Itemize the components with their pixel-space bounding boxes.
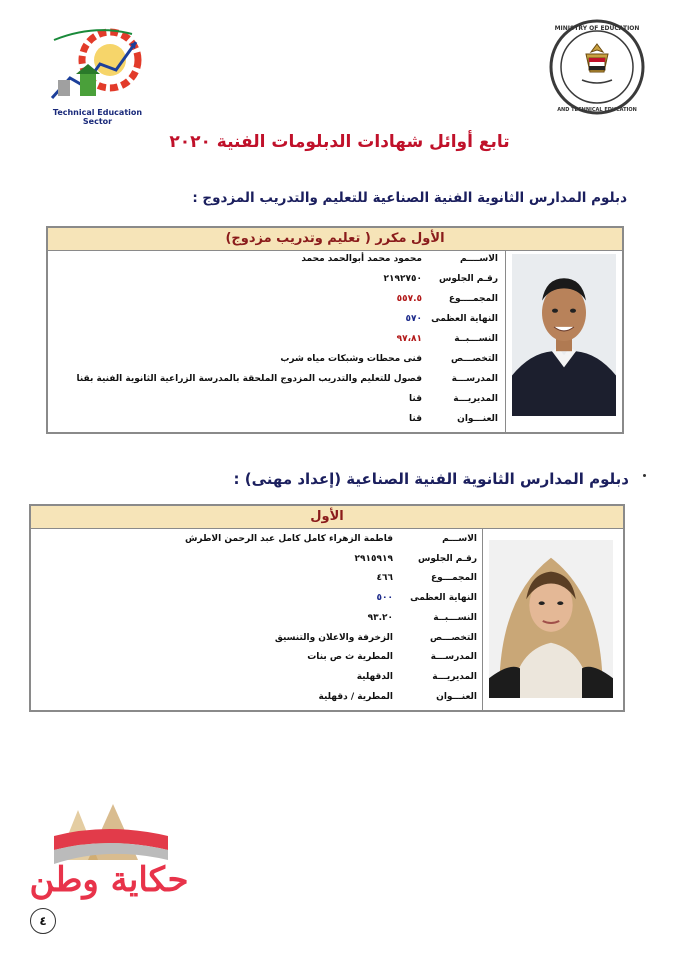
bullet-dot bbox=[643, 474, 646, 477]
watermark-text: حكاية وطن bbox=[29, 860, 189, 900]
field-value: قنا bbox=[409, 414, 422, 424]
field-label: النهاية العظمى bbox=[431, 314, 498, 324]
field-value: ٥٧٠ bbox=[405, 314, 422, 324]
field-value: ٢١٩٢٧٥٠ bbox=[383, 274, 422, 284]
field-value: المطرية / دقهلية bbox=[318, 691, 393, 702]
field-label: العنـــوان bbox=[457, 414, 498, 424]
rank-header-1: الأول مكرر ( تعليم وتدريب مزدوج) bbox=[48, 228, 622, 251]
svg-text:AND TECHNICAL EDUCATION: AND TECHNICAL EDUCATION bbox=[557, 107, 637, 113]
field-label: النهاية العظمى bbox=[410, 593, 477, 604]
technical-education-logo bbox=[40, 18, 155, 126]
field-value: قنا bbox=[409, 394, 422, 404]
svg-text:MINISTRY OF EDUCATION: MINISTRY OF EDUCATION bbox=[554, 25, 640, 32]
section1-title: دبلوم المدارس الثانوية الفنية الصناعية للتعليم والتدريب المزدوج : bbox=[192, 190, 627, 206]
technical-education-caption: Technical Education Sector bbox=[52, 108, 143, 126]
field-label: المديريـــة bbox=[432, 671, 477, 682]
field-value: المطرية ث ص بنات bbox=[307, 652, 393, 663]
field-value: فصول للتعليم والتدريب المزدوج الملحقة بالمدرسة الزراعية الثانوية الفنية بقنا bbox=[76, 374, 422, 384]
page-number: ٤ bbox=[30, 908, 56, 934]
field-label: التخصـــص bbox=[430, 632, 477, 643]
field-value: الزخرفة والاعلان والتنسيق bbox=[274, 632, 393, 643]
student-photo-2 bbox=[489, 540, 613, 698]
photo-cell-2 bbox=[482, 528, 623, 710]
field-value: فاطمة الزهراء كامل كامل عبد الرحمن الاطرش bbox=[184, 534, 393, 544]
field-value: ٢٩١٥٩١٩ bbox=[354, 553, 393, 564]
field-label: رقـم الجلوس bbox=[417, 553, 477, 564]
field-label: المجمــــوع bbox=[448, 294, 498, 304]
field-value: ٥٠٠ bbox=[376, 593, 393, 604]
page-title: تابع أوائل شهادات الدبلومات الفنية ٢٠٢٠ bbox=[169, 132, 510, 152]
field-label: المجمـــوع bbox=[430, 573, 477, 584]
field-label: الاســـم bbox=[442, 534, 477, 544]
section2-title: دبلوم المدارس الثانوية الفنية الصناعية (إعداد مهنى) : bbox=[233, 470, 629, 488]
field-value: الدقهلية bbox=[356, 671, 393, 682]
ministry-logo bbox=[548, 18, 646, 116]
photo-cell-1 bbox=[505, 250, 622, 432]
field-label: العنـــوان bbox=[436, 691, 477, 702]
student-card-2 bbox=[29, 504, 625, 712]
student-photo-1 bbox=[512, 254, 616, 416]
field-value: ٩٣.٢٠ bbox=[367, 612, 393, 623]
field-value: ٩٧،٨١ bbox=[396, 334, 422, 344]
field-label: التخصـــص bbox=[451, 354, 498, 364]
field-label: المديريـــة bbox=[453, 394, 498, 404]
field-label: المدرســـة bbox=[451, 374, 498, 384]
student-card-1 bbox=[46, 226, 624, 434]
field-label: النســـبــة bbox=[454, 334, 498, 344]
field-label: النســـبــة bbox=[433, 612, 477, 623]
field-value: محمود محمد أبوالحمد محمد bbox=[301, 254, 422, 264]
field-label: رقـم الجلوس bbox=[438, 274, 498, 284]
field-value: فنى محطات وشبكات مياه شرب bbox=[280, 354, 422, 364]
field-value: ٥٥٧.٥ bbox=[396, 294, 422, 304]
rank-header-2: الأول bbox=[31, 506, 623, 529]
field-label: الاســــم bbox=[460, 254, 498, 264]
field-label: المدرســـة bbox=[430, 652, 477, 663]
field-value: ٤٦٦ bbox=[376, 573, 393, 584]
